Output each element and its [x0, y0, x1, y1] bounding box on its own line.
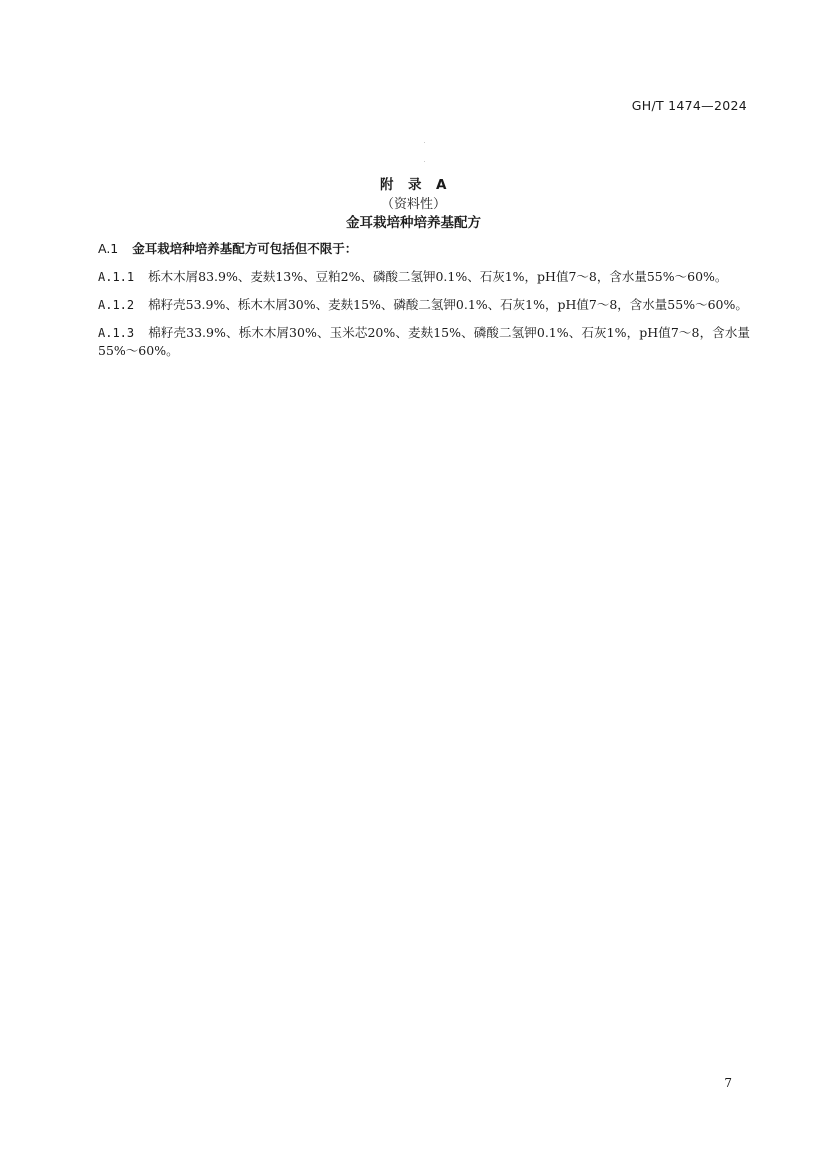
formula-item [98, 268, 750, 286]
section-heading [98, 240, 750, 258]
formula-item [98, 324, 750, 360]
section-text: 金耳栽培种培养基配方可包括但不限于： [132, 241, 358, 256]
standard-code: GH/T 1474—2024 [631, 98, 747, 113]
item-number: A.1.3 [98, 326, 135, 340]
appendix-name: 金耳栽培种培养基配方 [346, 215, 481, 231]
item-number: A.1.2 [98, 298, 135, 312]
page-number: 7 [724, 1076, 732, 1090]
item-text: 棉籽壳53.9%、栎木木屑30%、麦麸15%、磷酸二氢钾0.1%、石灰1%，pH值7～8，含水量55%～60%。 [148, 297, 748, 312]
formula-item [98, 296, 750, 314]
section-number: A.1 [98, 241, 119, 256]
item-text: 棉籽壳33.9%、栎木木屑30%、玉米芯20%、麦麸15%、磷酸二氢钾0.1%、石灰1%，pH值7～8，含水量55%～60%。 [98, 325, 750, 358]
item-number: A.1.1 [98, 270, 135, 284]
item-text: 栎木木屑83.9%、麦麸13%、豆粕2%、磷酸二氢钾0.1%、石灰1%，pH值7～8，含水量55%～60%。 [148, 269, 728, 284]
appendix-header [0, 176, 827, 233]
appendix-nature: （资料性） [380, 197, 446, 212]
scan-artifact [424, 128, 434, 132]
appendix-title: 附 录 A [380, 177, 447, 193]
appendix-content [98, 240, 750, 360]
